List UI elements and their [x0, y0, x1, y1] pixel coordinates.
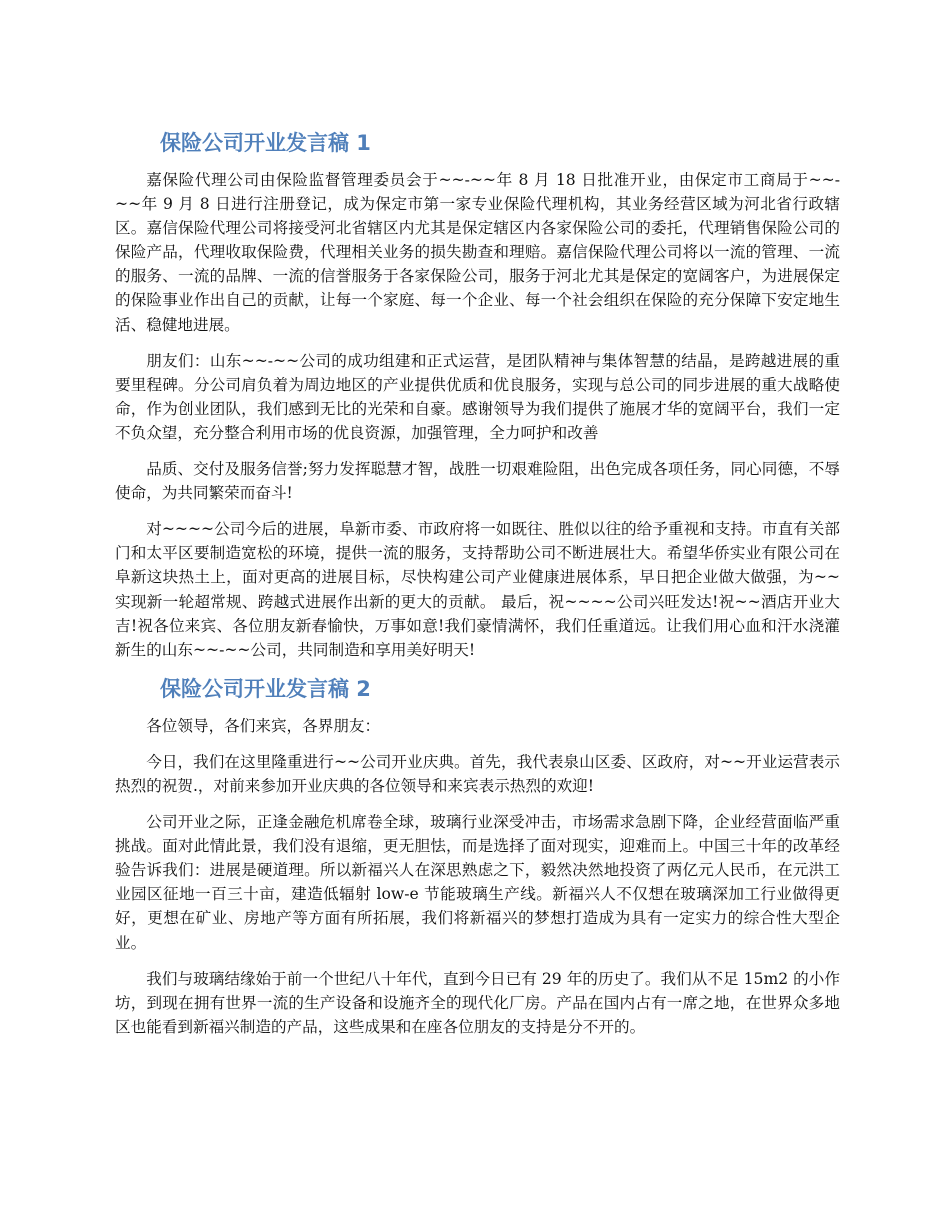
section-1-paragraph-3: 品质、交付及服务信誉;努力发挥聪慧才智，战胜一切艰难险阻，出色完成各项任务，同心同德，不辱使命，为共同繁荣而奋斗!: [115, 460, 840, 503]
section-1-title: 保险公司开业发言稿 1: [160, 131, 371, 155]
section-2-paragraph-1: 各位领导，各们来宾，各界朋友：: [146, 716, 381, 735]
document-body: [115, 128, 840, 1051]
section-2-title: 保险公司开业发言稿 2: [160, 676, 371, 701]
section-1-paragraph-2: 朋友们：山东~~-~~公司的成功组建和正式运营，是团队精神与集体智慧的结晶，是跨越进展的重要里程碑。分公司肩负着为周边地区的产业提供优质和优良服务，实现与总公司的同步进展的重大战略使命，作为创业团队，我们感到无比的光荣和自豪。感谢领导为我们提供了施展才华的宽阔平台，我们一定不负众望，充分整合利用市场的优良资源，加强管理，全力呵护和改善: [115, 351, 840, 442]
section-2-paragraph-3: 公司开业之际，正逢金融危机席卷全球，玻璃行业深受冲击，市场需求急剧下降，企业经营面临严重挑战。面对此情此景，我们没有退缩，更无胆怯，而是选择了面对现实，迎难而上。中国三十年的改革经验告诉我们：进展是硬道理。所以新福兴人在深思熟虑之下，毅然决然地投资了两亿元人民币，在元洪工业园区征地一百三十亩，建造低辐射 low-e 节能玻璃生产线。新福兴人不仅想在玻璃深加工行业做得更好，更想在矿业、房地产等方面有所拓展，我们将新福兴的梦想打造成为具有一定实力的综合性大型企业。: [115, 813, 840, 952]
section-1-paragraph-1: 嘉保险代理公司由保险监督管理委员会于~~-~~年 8 月 18 日批准开业，由保定市工商局于~~-~~年 9 月 8 日进行注册登记，成为保定市第一家专业保险代理机构，其业务经营区域为河北省行政辖区。嘉信保险代理公司将接受河北省辖区内尤其是保定辖区内各家保险公司的委托，代理销售保险公司的保险产品，代理收取保险费，代理相关业务的损失勘查和理赔。嘉信保险代理公司将以一流的管理、一流的服务、一流的品牌、一流的信誉服务于各家保险公司，服务于河北尤其是保定的宽阔客户，为进展保定的保险事业作出自己的贡献，让每一个家庭、每一个企业、每一个社会组织在保险的充分保障下安定地生活、稳健地进展。: [115, 171, 840, 334]
section-2-paragraph-4: 我们与玻璃结缘始于前一个世纪八十年代，直到今日已有 29 年的历史了。我们从不足 15m2 的小作坊，到现在拥有世界一流的生产设备和设施齐全的现代化厂房。产品在国内占有一席之地，在世界众多地区也能看到新福兴制造的产品，这些成果和在座各位朋友的支持是分不开的。: [115, 969, 840, 1036]
section-1-paragraph-4: 对~~~~公司今后的进展，阜新市委、市政府将一如既往、胜似以往的给予重视和支持。市直有关部门和太平区要制造宽松的环境，提供一流的服务，支持帮助公司不断进展壮大。希望华侨实业有限公司在阜新这块热土上，面对更高的进展目标，尽快构建公司产业健康进展体系，早日把企业做大做强，为~~实现新一轮超常规、跨越式进展作出新的更大的贡献。 最后，祝~~~~公司兴旺发达!祝~~酒店开业大吉!祝各位来宾、各位朋友新春愉快，万事如意!我们豪情满怀，我们任重道远。让我们用心血和汗水浇灌新生的山东~~-~~公司，共同制造和享用美好明天!: [115, 520, 840, 659]
section-2-paragraph-2: 今日，我们在这里隆重进行~~公司开业庆典。首先，我代表泉山区委、区政府，对~~开业运营表示热烈的祝贺.，对前来参加开业庆典的各位领导和来宾表示热烈的欢迎!: [115, 752, 840, 795]
